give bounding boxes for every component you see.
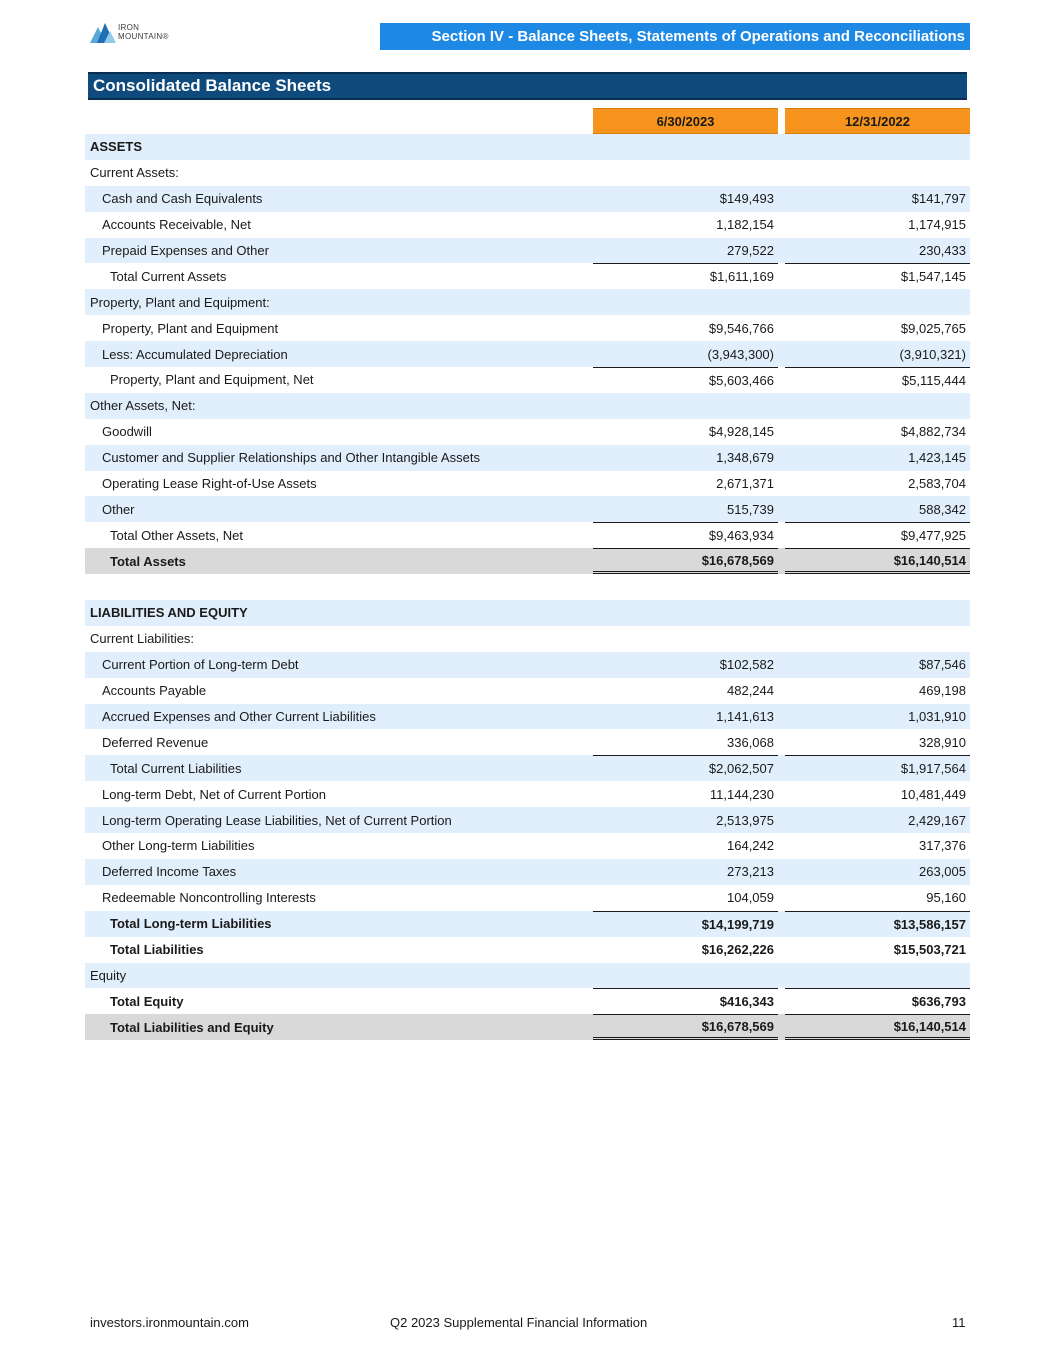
- value-current: $4,928,145: [708, 424, 774, 440]
- row-label: Total Assets: [110, 553, 186, 569]
- value-prior: 1,174,915: [908, 217, 966, 233]
- value-current: $416,343: [593, 988, 778, 1014]
- value-prior: $1,547,145: [785, 263, 970, 289]
- value-current: 2,513,975: [716, 812, 774, 828]
- row-label: Less: Accumulated Depreciation: [102, 346, 288, 362]
- value-prior: [785, 963, 970, 989]
- value-prior: 2,429,167: [908, 812, 966, 828]
- row-label: Operating Lease Right-of-Use Assets: [102, 476, 317, 492]
- table-row: [85, 289, 970, 315]
- table-row: [85, 1014, 970, 1040]
- value-prior: $5,115,444: [785, 367, 970, 393]
- table-row: [85, 496, 970, 522]
- value-current: 164,242: [727, 838, 774, 854]
- value-current: $149,493: [719, 191, 774, 207]
- table-row: [85, 471, 970, 497]
- row-label: Total Long-term Liabilities: [110, 916, 272, 932]
- value-prior: $636,793: [785, 988, 970, 1014]
- row-label: Redeemable Noncontrolling Interests: [102, 890, 316, 906]
- value-current: [593, 393, 778, 419]
- value-prior: [785, 600, 970, 626]
- value-prior: 588,342: [919, 501, 966, 517]
- value-current: [593, 134, 778, 160]
- row-label: Total Equity: [110, 993, 184, 1009]
- row-label: Property, Plant and Equipment:: [90, 294, 270, 310]
- row-label: LIABILITIES AND EQUITY: [90, 605, 248, 621]
- row-label: Accounts Payable: [102, 683, 207, 699]
- balance-sheet-table: [85, 134, 970, 1040]
- value-current: 482,244: [727, 683, 774, 699]
- value-prior: 2,583,704: [908, 476, 966, 492]
- value-current: $16,262,226: [701, 942, 774, 958]
- value-current: $16,678,569: [593, 548, 778, 574]
- table-row: [85, 367, 970, 393]
- value-current: (3,943,300): [707, 346, 774, 362]
- value-prior: [785, 574, 970, 600]
- value-prior: $1,917,564: [785, 755, 970, 781]
- value-prior: $9,025,765: [900, 320, 966, 336]
- table-row: [85, 315, 970, 341]
- column-header-current: 6/30/2023: [593, 108, 778, 134]
- value-current: $16,678,569: [593, 1014, 778, 1040]
- value-current: $1,611,169: [593, 263, 778, 289]
- row-label: Prepaid Expenses and Other: [102, 243, 269, 258]
- value-prior: 1,423,145: [908, 450, 966, 466]
- value-prior: $16,140,514: [785, 548, 970, 574]
- row-label: Current Portion of Long-term Debt: [102, 657, 299, 673]
- page-title: Consolidated Balance Sheets: [93, 76, 332, 95]
- row-label: Long-term Operating Lease Liabilities, Net of Current Portion: [102, 812, 452, 828]
- value-current: 1,141,613: [716, 709, 774, 725]
- value-current: [593, 600, 778, 626]
- value-prior: [785, 393, 970, 419]
- value-current: 104,059: [727, 890, 774, 906]
- table-row: [85, 393, 970, 419]
- value-current: 11,144,230: [709, 786, 774, 802]
- value-current: [593, 160, 778, 186]
- table-row: [85, 212, 970, 238]
- value-current: 1,182,154: [716, 217, 774, 233]
- table-row: [85, 652, 970, 678]
- row-label: Accounts Receivable, Net: [102, 217, 251, 233]
- section-title-bar: [380, 23, 970, 50]
- table-row: [85, 963, 970, 989]
- footer-document-title: Q2 2023 Supplemental Financial Information: [390, 1315, 648, 1330]
- table-row: [85, 419, 970, 445]
- table-row: [85, 522, 970, 548]
- value-current: 2,671,371: [716, 476, 774, 492]
- value-prior: [785, 289, 970, 315]
- row-label: Total Other Assets, Net: [110, 527, 243, 543]
- table-row: [85, 548, 970, 574]
- row-label: Other Assets, Net:: [90, 398, 196, 414]
- value-current: $102,582: [719, 657, 774, 673]
- row-label: Deferred Revenue: [102, 734, 209, 750]
- value-current: 279,522: [727, 243, 774, 258]
- value-current: 336,068: [727, 734, 774, 750]
- value-current: $5,603,466: [593, 367, 778, 393]
- row-label: Total Current Assets: [110, 268, 227, 284]
- value-prior: $9,477,925: [785, 522, 970, 548]
- value-prior: $4,882,734: [900, 424, 966, 440]
- row-label: Total Liabilities and Equity: [110, 1019, 274, 1035]
- table-row: [85, 885, 970, 911]
- table-row: [85, 859, 970, 885]
- value-prior: $16,140,514: [785, 1014, 970, 1040]
- table-row: [85, 755, 970, 781]
- page-title-bar: [88, 72, 967, 100]
- row-label: Total Current Liabilities: [110, 760, 242, 776]
- row-label: Other: [102, 501, 135, 517]
- value-current: $14,199,719: [593, 911, 778, 937]
- row-label: Cash and Cash Equivalents: [102, 191, 263, 207]
- table-row: [85, 704, 970, 730]
- table-row: [85, 263, 970, 289]
- table-row: [85, 988, 970, 1014]
- table-row: [85, 445, 970, 471]
- row-label: Customer and Supplier Relationships and Other Intangible Assets: [102, 450, 480, 466]
- value-prior: [785, 626, 970, 652]
- footer-page-number: 11: [952, 1315, 966, 1330]
- value-current: $2,062,507: [593, 755, 778, 781]
- value-prior: [785, 160, 970, 186]
- table-row: [85, 937, 970, 963]
- table-row: [85, 678, 970, 704]
- table-row: [85, 833, 970, 859]
- row-label: ASSETS: [90, 139, 143, 155]
- value-prior: $141,797: [911, 191, 966, 207]
- table-row: [85, 341, 970, 367]
- table-row: [85, 238, 970, 264]
- row-label: Goodwill: [102, 424, 152, 440]
- value-prior: 10,481,449: [900, 786, 966, 802]
- section-title: Section IV - Balance Sheets, Statements of Operations and Reconciliations: [431, 28, 965, 45]
- value-prior: $15,503,721: [893, 942, 966, 958]
- value-current: [593, 963, 778, 989]
- row-label: Other Long-term Liabilities: [102, 838, 255, 854]
- value-prior: 469,198: [919, 683, 966, 699]
- row-label: Property, Plant and Equipment, Net: [110, 372, 314, 388]
- table-row: [85, 781, 970, 807]
- value-prior: 317,376: [919, 838, 966, 854]
- value-current: 273,213: [727, 864, 774, 880]
- logo-wordmark: IRON MOUNTAIN®: [118, 23, 169, 41]
- row-label: Deferred Income Taxes: [102, 864, 237, 880]
- value-current: [593, 289, 778, 315]
- table-row: [85, 186, 970, 212]
- value-prior: 1,031,910: [908, 709, 966, 725]
- value-prior: [785, 134, 970, 160]
- value-prior: $13,586,157: [785, 911, 970, 937]
- row-label: Current Liabilities:: [90, 631, 195, 647]
- table-row: [85, 729, 970, 755]
- table-row: [85, 134, 970, 160]
- value-current: 1,348,679: [716, 450, 774, 466]
- table-row: [85, 600, 970, 626]
- value-current: [593, 626, 778, 652]
- value-prior: (3,910,321): [899, 346, 966, 362]
- table-row: [85, 574, 970, 600]
- value-current: $9,546,766: [708, 320, 774, 336]
- value-current: [593, 574, 778, 600]
- row-label: Accrued Expenses and Other Current Liabilities: [102, 709, 376, 725]
- column-header-prior: 12/31/2022: [785, 108, 970, 134]
- table-row: [85, 807, 970, 833]
- table-row: [85, 626, 970, 652]
- row-label: Equity: [90, 967, 127, 983]
- value-prior: 328,910: [919, 734, 966, 750]
- value-current: $9,463,934: [593, 522, 778, 548]
- value-prior: 95,160: [926, 890, 966, 906]
- value-prior: $87,546: [919, 657, 966, 673]
- row-label: Long-term Debt, Net of Current Portion: [102, 786, 326, 802]
- row-label: Property, Plant and Equipment: [102, 320, 279, 336]
- value-prior: 230,433: [919, 243, 966, 258]
- row-label: Current Assets:: [90, 165, 179, 181]
- value-prior: 263,005: [919, 864, 966, 880]
- table-row: [85, 160, 970, 186]
- row-label: Total Liabilities: [110, 942, 204, 958]
- table-row: [85, 911, 970, 937]
- value-current: 515,739: [727, 501, 774, 517]
- footer-website: investors.ironmountain.com: [90, 1315, 249, 1330]
